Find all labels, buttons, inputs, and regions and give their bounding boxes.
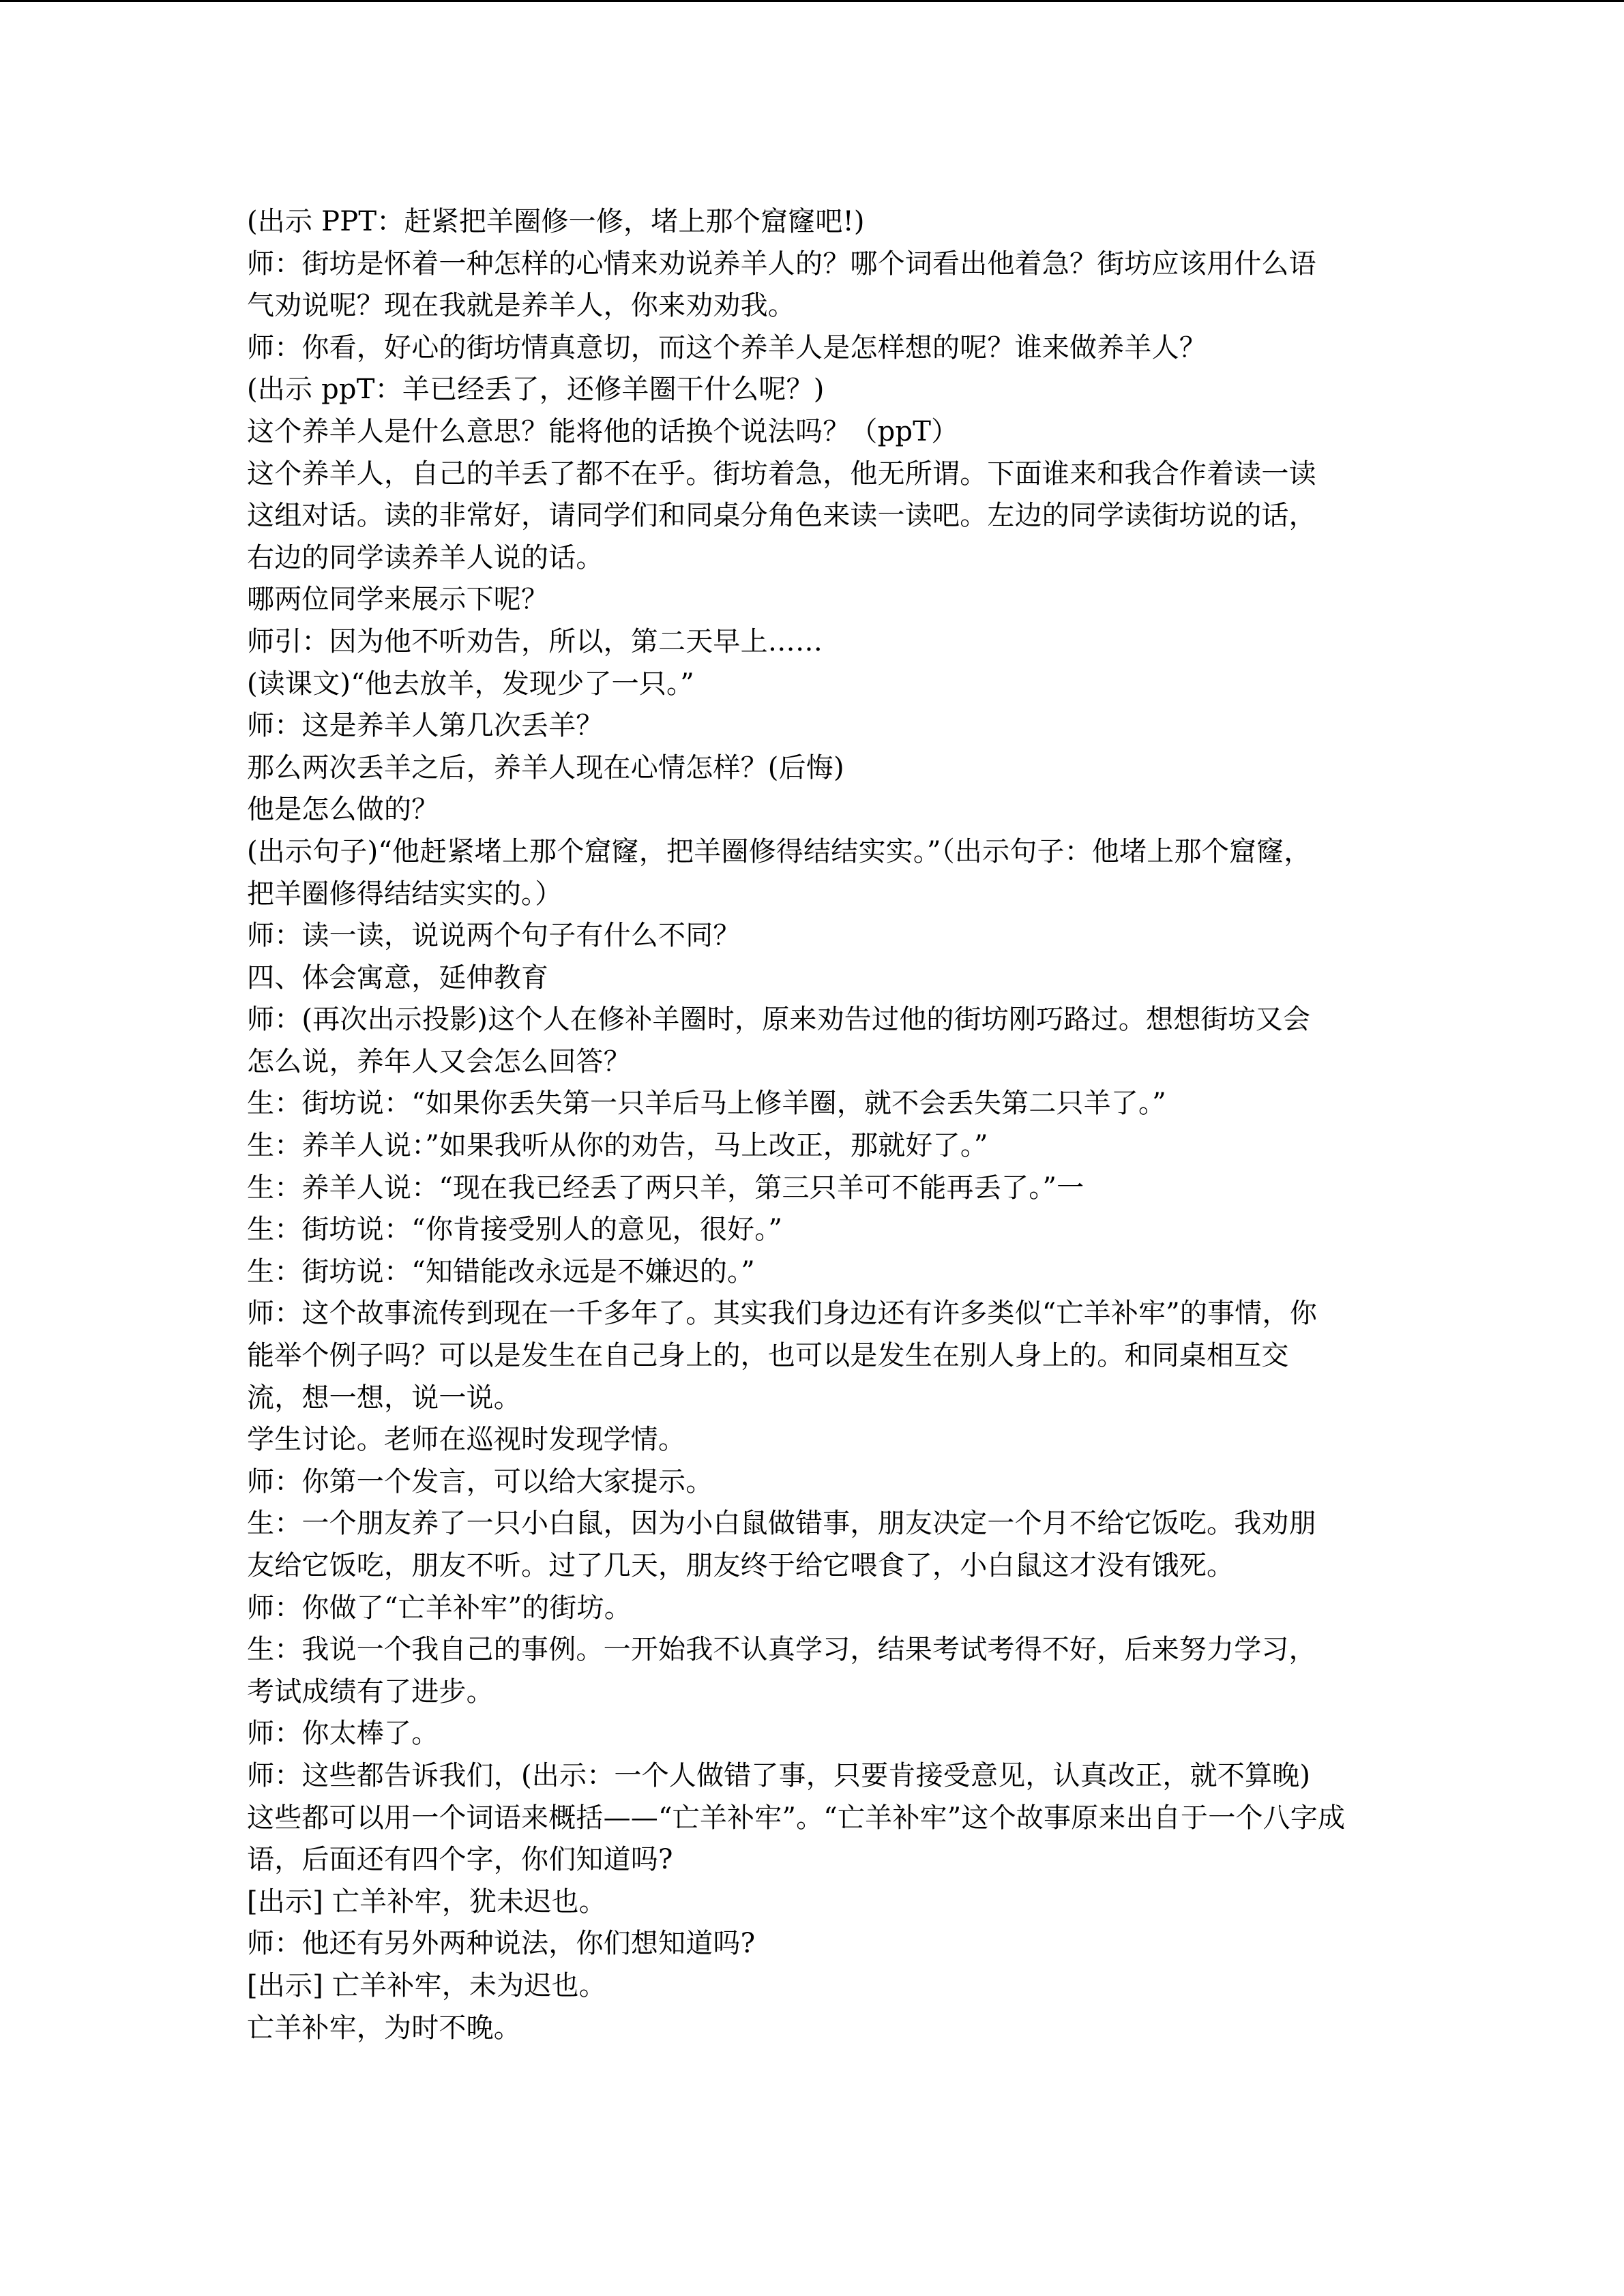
text-line: 把羊圈修得结结实实的。） [247,878,563,910]
text-line: 生：一个朋友养了一只小白鼠，因为小白鼠做错事，朋友决定一个月不给它饭吃。我劝朋 [247,1508,1316,1540]
section-heading: 四、体会寓意，延伸教育 [247,961,549,994]
text-line: 语，后面还有四个字，你们知道吗? [247,1844,673,1876]
text-line: 右边的同学读养羊人说的话。 [247,541,604,573]
text-line: 师：这是养羊人第几次丢羊？ [247,710,604,742]
text-line: 怎么说，养年人又会怎么回答？ [247,1045,631,1077]
document-body [247,201,1393,2049]
text-line: 这个养羊人，自己的羊丢了都不在乎。街坊着急，他无所谓。下面谁来和我合作着读一读 [247,458,1316,490]
text-line: (出示 ppT：羊已经丢了，还修羊圈干什么呢？) [247,374,825,406]
text-line: 师：(再次出示投影)这个人在修补羊圈时，原来劝告过他的街坊刚巧路过。想想街坊又会 [247,1004,1311,1036]
text-line: 生：街坊说：“如果你丢失第一只羊后马上修羊圈，就不会丢失第二只羊了。” [247,1088,1166,1120]
text-line: 师引：因为他不听劝告，所以，第二天早上…… [247,625,823,657]
text-line: (出示句子)“他赶紧堵上那个窟窿，把羊圈修得结结实实。”（出示句子：他堵上那个窟窿， [247,835,1312,867]
text-line: 友给它饭吃，朋友不听。过了几天，朋友终于给它喂食了，小白鼠这才没有饿死。 [247,1550,1235,1581]
text-line: 师：你做了“亡羊补牢”的街坊。 [247,1592,632,1624]
text-line: 这些都可以用一个词语来概括——“亡羊补牢”。“亡羊补牢”这个故事原来出自于一个八字成 [247,1802,1346,1834]
text-line: 师：你太棒了。 [247,1718,439,1750]
text-line: [出示] 亡羊补牢，未为迟也。 [247,1969,606,2001]
text-line: 生：街坊说：“你肯接受别人的意见，很好。” [247,1214,783,1246]
text-line: 能举个例子吗？可以是发生在自己身上的，也可以是发生在别人身上的。和同桌相互交 [247,1340,1289,1372]
text-line: 那么两次丢羊之后，养羊人现在心情怎样？(后悔) [247,751,844,784]
text-line: 生：养羊人说：“现在我已经丢了两只羊，第三只羊可不能再丢了。”一 [247,1172,1084,1204]
text-line: (读课文)“他去放羊，发现少了一只。” [247,668,694,700]
text-line: 师：这些都告诉我们，(出示：一个人做错了事，只要肯接受意见，认真改正，就不算晚) [247,1759,1311,1791]
text-line: 师：你看，好心的街坊情真意切，而这个养羊人是怎样想的呢？谁来做养羊人？ [247,331,1207,363]
text-line: 这组对话。读的非常好，请同学们和同桌分角色来读一读吧。左边的同学读街坊说的话， [247,500,1316,532]
text-line: 师：街坊是怀着一种怎样的心情来劝说养羊人的？哪个词看出他着急？街坊应该用什么语 [247,248,1316,280]
text-line: 师：他还有另外两种说法，你们想知道吗? [247,1928,756,1960]
text-line: 学生讨论。老师在巡视时发现学情。 [247,1424,686,1456]
text-line: 师：这个故事流传到现在一千多年了。其实我们身边还有许多类似“亡羊补牢”的事情，你 [247,1298,1317,1330]
text-line: 流，想一想，说一说。 [247,1382,521,1414]
text-line: 他是怎么做的？ [247,794,439,826]
text-line: 这个养羊人是什么意思？能将他的话换个说法吗？（ppT） [247,415,959,447]
text-line: [出示] 亡羊补牢，犹未迟也。 [247,1885,606,1918]
text-line: 生：我说一个我自己的事例。一开始我不认真学习，结果考试考得不好，后来努力学习， [247,1634,1316,1666]
text-line: 师：读一读，说说两个句子有什么不同？ [247,920,741,952]
text-line: 生：街坊说：“知错能改永远是不嫌迟的。” [247,1255,755,1287]
text-line: (出示 PPT：赶紧把羊圈修一修，堵上那个窟窿吧!) [247,206,865,237]
text-line: 哪两位同学来展示下呢？ [247,584,549,616]
text-line: 亡羊补牢，为时不晚。 [247,2012,521,2044]
text-line: 考试成绩有了进步。 [247,1675,494,1708]
text-line: 师：你第一个发言，可以给大家提示。 [247,1465,713,1497]
text-line: 生：养羊人说：”如果我听从你的劝告，马上改正，那就好了。” [247,1130,988,1162]
text-line: 气劝说呢？现在我就是养羊人，你来劝劝我。 [247,290,795,322]
